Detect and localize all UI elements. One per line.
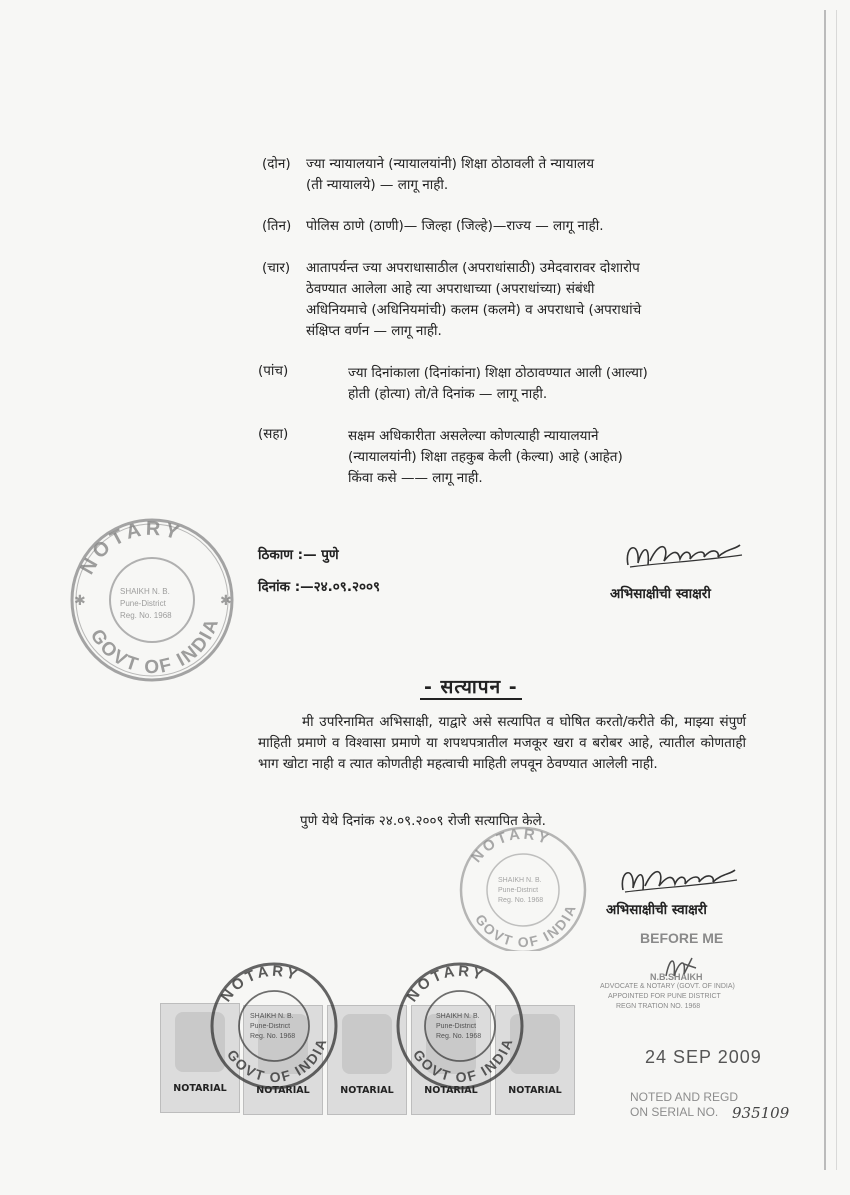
notary-block	[600, 930, 800, 1012]
notary-line: ADVOCATE & NOTARY (GOVT. OF INDIA)	[600, 983, 735, 990]
signature-caption: अभिसाक्षीची स्वाक्षरी	[606, 902, 707, 918]
notary-initials-scribble	[662, 952, 702, 982]
seal-top-text: NOTARY	[403, 962, 488, 1006]
clause-line: संक्षिप्त वर्णन — लागू नाही.	[306, 323, 442, 339]
noted-registered-text: NOTED AND REGD ON SERIAL NO.	[630, 1090, 739, 1119]
seal-star-icon: ✱	[220, 593, 232, 609]
signature-caption: अभिसाक्षीची स्वाक्षरी	[610, 586, 711, 602]
notary-seal-bottom-right	[390, 962, 530, 1092]
notary-line: REGN TRATION NO. 1968	[616, 1003, 701, 1010]
clause-line: ज्या न्यायालयाने (न्यायालयांनी) शिक्षा ठोठावली ते न्यायालय	[306, 156, 595, 172]
clause-number: (चार)	[262, 260, 291, 276]
clause-line: ज्या दिनांकाला (दिनांकांना) शिक्षा ठोठावण्यात आली (आल्या)	[348, 365, 648, 381]
clause-number: (सहा)	[258, 426, 289, 442]
clause-number: (दोन)	[262, 156, 291, 172]
verification-paragraph: मी उपरिनामित अभिसाक्षी, याद्वारे असे सत्यापित व घोषित करतो/करीते की, माझ्या संपुर्ण माहिती प्रमाणे व विश्वासा प्रमाणे या शपथपत्रातील मजकूर खरा व बरोबर आहे, त्यातील कोणताही भाग खोटा नाही व त्यात कोणतीही महत्वाची माहिती लपवून ठेवण्यात आलेली नाही.	[258, 714, 746, 772]
seal-star-icon: ✱	[74, 593, 86, 609]
date-stamp: 24 SEP 2009	[645, 1047, 762, 1067]
serial-number: 935109	[732, 1104, 790, 1122]
seal-center-line: Pune-District	[498, 887, 539, 894]
seal-center-line: SHAIKH N. B.	[498, 877, 542, 884]
seal-center-line: SHAIKH N. B.	[250, 1013, 294, 1020]
clause-line: अधिनियमाचे (अधिनियमांची) कलम (कलमे) व अपराधाचे (अपराधांचे	[306, 302, 642, 318]
clause-line: ठेवण्यात आलेला आहे त्या अपराधाच्या (अपराधांच्या) संबंधी	[306, 281, 595, 297]
seal-top-text: NOTARY	[467, 826, 554, 866]
notary-seal-middle	[448, 826, 598, 951]
page-edge-shadow	[824, 10, 826, 1170]
seal-center-line: Reg. No. 1968	[498, 897, 544, 904]
notary-name: N.B.SHAIKH	[650, 972, 703, 982]
seal-bottom-text: GOVT OF INDIA	[472, 901, 580, 951]
clause-line: होती (होत्या) तो/ते दिनांक — लागू नाही.	[348, 386, 548, 402]
emblem-icon	[342, 1014, 392, 1074]
seal-center-line: Reg. No. 1968	[250, 1033, 296, 1040]
clause-line: किंवा कसे —— लागू नाही.	[348, 470, 483, 486]
before-me-text: BEFORE ME	[640, 930, 724, 946]
clause-line: पोलिस ठाणे (ठाणी)— जिल्हा (जिल्हे)—राज्य — लागू नाही.	[306, 218, 604, 234]
seal-center-line: Pune-District	[250, 1023, 291, 1030]
clause-line: (न्यायालयांनी) शिक्षा तहकुब केली (केल्या) आहे (आहेत)	[348, 449, 623, 465]
seal-center-line: Pune-District	[436, 1023, 477, 1030]
signature-scribble	[620, 535, 750, 575]
seal-center-line: SHAIKH N. B.	[436, 1013, 480, 1020]
page-edge-line	[836, 10, 837, 1170]
stamp-label: NOTARIAL	[256, 1085, 310, 1096]
clause-line: (ती न्यायालये) — लागू नाही.	[306, 177, 449, 193]
verification-heading: - सत्यापन -	[420, 673, 522, 699]
place-line: ठिकाण :— पुणे	[258, 547, 339, 563]
seal-bottom-text: GOVT OF INDIA	[85, 614, 224, 679]
seal-center-line: Reg. No. 1968	[436, 1033, 482, 1040]
seal-bottom-text: GOVT OF INDIA	[409, 1035, 517, 1086]
seal-bottom-text: GOVT OF INDIA	[223, 1035, 331, 1086]
clause-number: (पांच)	[258, 363, 289, 379]
signature-scribble	[615, 860, 745, 900]
seal-top-text: NOTARY	[76, 517, 186, 579]
date-line: दिनांक :—२४.०९.२००९	[258, 579, 381, 595]
verification-date-line: पुणे येथे दिनांक २४.०९.२००९ रोजी सत्यापित केले.	[300, 813, 546, 829]
seal-center-line: Pune-District	[120, 599, 166, 608]
clause-line: सक्षम अधिकारीता असलेल्या कोणत्याही न्यायालयाने	[348, 428, 599, 444]
seal-center-line: SHAIKH N. B.	[120, 587, 170, 596]
clause-number: (तिन)	[262, 218, 292, 234]
seal-top-text: NOTARY	[217, 962, 302, 1006]
clause-line: आतापर्यन्त ज्या अपराधासाठील (अपराधांसाठी) उमेदवारावर दोशारोप	[306, 260, 640, 276]
stamp-label: NOTARIAL	[173, 1083, 227, 1094]
notary-seal-left	[62, 510, 242, 685]
stamp-label: NOTARIAL	[424, 1085, 478, 1096]
seal-center-line: Reg. No. 1968	[120, 611, 172, 620]
notary-line: APPOINTED FOR PUNE DISTRICT	[608, 993, 721, 1000]
stamp-label: NOTARIAL	[340, 1085, 394, 1096]
stamp-label: NOTARIAL	[508, 1085, 562, 1096]
notary-seal-bottom-left	[204, 962, 344, 1092]
